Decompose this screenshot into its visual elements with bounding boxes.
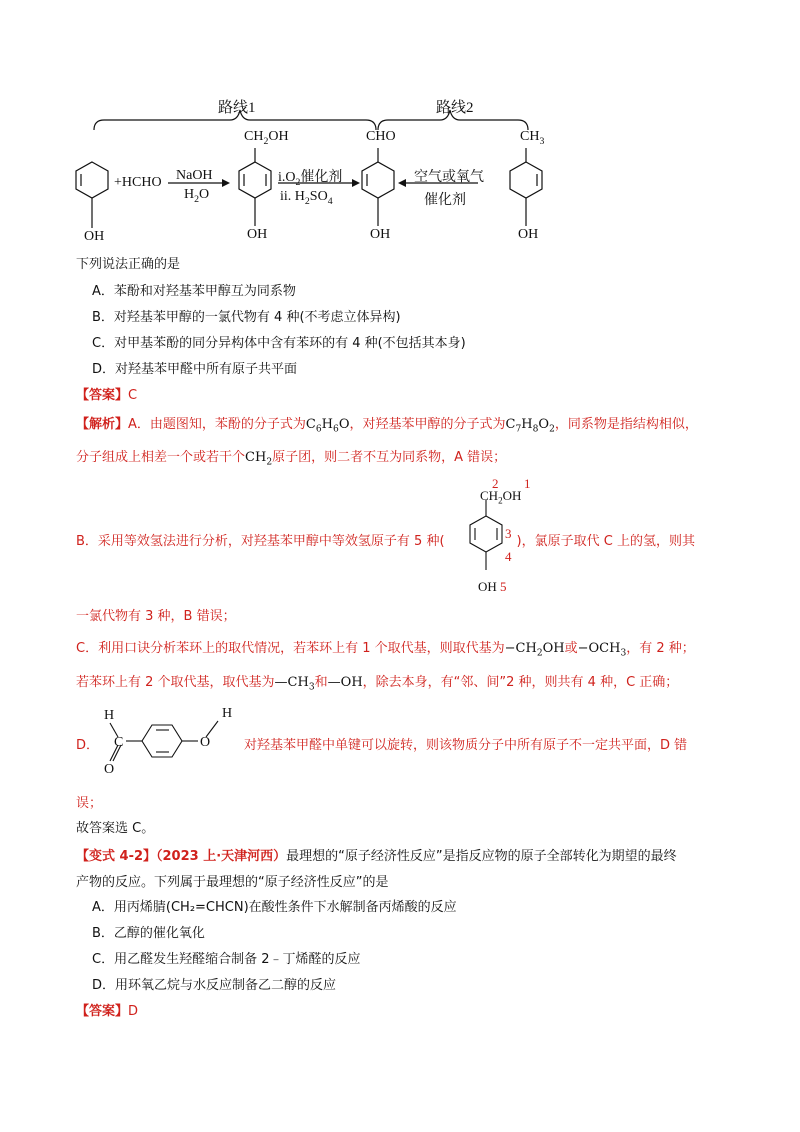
analysis-text: A．由题图知，苯酚的分子式为 (128, 417, 306, 432)
variant-answer-line (76, 1002, 138, 1022)
variant-answer-label: 【答案】 (76, 1004, 129, 1019)
ch3-group: $CH_3$ (520, 129, 545, 147)
analysis-d-line1: 对羟基苯甲醛中单键可以旋转，则该物质分子中所有原子不一定共平面，D 错 (244, 738, 688, 753)
analysis-d-line2: 误； (76, 796, 103, 811)
analysis-text: ，同系物是指结构相似， (554, 417, 698, 432)
formula-benzyl-alcohol: $C_7H_8O_2$ (505, 417, 555, 435)
formula-ch2oh: $-CH_2OH$ (504, 641, 565, 659)
struct-num-3: 3 (505, 526, 512, 541)
analysis-c-line2 (76, 673, 678, 698)
arrow3-catalyst: 催化剂 (424, 193, 466, 208)
variant-text: 最理想的“原子经济性反应”是指反应物的原子全部转化为期望的最终 (286, 849, 677, 864)
phenol-oh: OH (84, 229, 105, 244)
option-d: D．对羟基苯甲醛中所有原子共平面 (92, 362, 298, 377)
right-oh: OH (518, 227, 539, 242)
arrow1-solvent: $H_2O$ (184, 187, 210, 205)
analysis-a-line1 (76, 415, 698, 440)
variant-stem-line2: 产物的反应。下列属于最理想的“原子经济性反应”的是 (76, 875, 389, 890)
arrow1-reagent: NaOH (176, 168, 213, 183)
arrow3-reagent: 空气或氧气 (414, 170, 484, 185)
analysis-b-line2: 一氯代物有 3 种，B 错误； (76, 609, 236, 624)
analysis-text: C．利用口诀分析苯环上的取代情况，若苯环上有 1 个取代基，则取代基为 (76, 641, 505, 656)
analysis-text: 分子组成上相差一个或若干个 (76, 450, 246, 465)
analysis-b-line1 (76, 532, 695, 552)
formula-oh: —OH (327, 675, 363, 690)
variant-source: （2023 上·天津河西） (156, 849, 287, 864)
variant-option-b: B．乙醇的催化氧化 (92, 926, 205, 941)
analysis-text: 或 (564, 641, 578, 656)
analysis-a-line2 (76, 448, 506, 473)
struct-num-5: 5 (500, 579, 507, 594)
variant-option-a: A．用丙烯腈(CH₂=CHCN)在酸性条件下水解制备丙烯酸的反应 (92, 900, 457, 915)
analysis-text: 原子团，则二者不互为同系物，A 错误； (272, 450, 507, 465)
ch2oh-group: $CH_2OH$ (244, 129, 289, 147)
plus-hcho: +HCHO (114, 175, 162, 190)
variant-option-c: C．用乙醛发生羟醛缩合制备 2﹣丁烯醛的反应 (92, 952, 361, 967)
variant-label: 【变式 4-2】 (76, 849, 157, 864)
analysis-text: 和 (314, 675, 328, 690)
struct-h1: H (104, 708, 115, 723)
analysis-text: ，有 2 种； (626, 641, 695, 656)
conclusion: 故答案选 C。 (76, 821, 155, 836)
struct-num-4: 4 (505, 549, 512, 564)
route1-label: 路线1 (218, 100, 256, 116)
answer-line (76, 386, 137, 406)
struct-oh: OH (478, 579, 497, 594)
analysis-text: ，对羟基苯甲醇的分子式为 (349, 417, 506, 432)
answer-value: C (128, 388, 138, 403)
struct-ch2oh: $CH_2OH$ (480, 488, 522, 506)
option-c: C．对甲基苯酚的同分异构体中含有苯环的有 4 种(不包括其本身) (92, 336, 466, 351)
option-b: B．对羟基苯甲醇的一氯代物有 4 种(不考虑立体异构) (92, 310, 401, 325)
struct-num-2: 2 (492, 476, 499, 491)
analysis-text: B．采用等效氢法进行分析，对羟基苯甲醇中等效氢原子有 5 种( (76, 534, 445, 549)
variant-option-d: D．用环氧乙烷与水反应制备乙二醇的反应 (92, 978, 337, 993)
arrow2-step2: ii. $H_2SO_4$ (280, 189, 333, 207)
analysis-text: )，氯原子取代 C 上的氢，则其 (516, 534, 695, 549)
struct-c: C (114, 735, 124, 750)
mid2-oh: OH (370, 227, 391, 242)
struct-o1: O (104, 762, 115, 777)
struct-o2: O (200, 735, 211, 750)
analysis-text: ，除去本身，有“邻、间”2 种，则共有 4 种，C 正确； (362, 675, 679, 690)
route2-label: 路线2 (436, 100, 474, 116)
analysis-label: 【解析】 (76, 417, 129, 432)
variant-stem-line1 (76, 847, 677, 867)
struct-num-1: 1 (524, 476, 531, 491)
answer-label: 【答案】 (76, 388, 129, 403)
analysis-d-label: D． (76, 738, 100, 753)
analysis-c-line1 (76, 639, 695, 664)
struct-h2: H (222, 706, 233, 721)
option-a: A．苯酚和对羟基苯甲醇互为同系物 (92, 284, 296, 299)
formula-ch2: $CH_2$ (245, 450, 273, 468)
formula-och3: $-OCH_3$ (577, 641, 627, 659)
arrow2-step1: $i.O_2$催化剂 (278, 170, 343, 188)
cho-group: CHO (366, 129, 396, 144)
formula-phenol: $C_6H_6O$ (305, 417, 350, 435)
mid1-oh: OH (247, 227, 268, 242)
question-stem: 下列说法正确的是 (76, 257, 181, 272)
variant-answer-value: D (128, 1004, 139, 1019)
formula-ch3: $—CH_3$ (274, 675, 315, 693)
analysis-text: 若苯环上有 2 个取代基，取代基为 (76, 675, 275, 690)
